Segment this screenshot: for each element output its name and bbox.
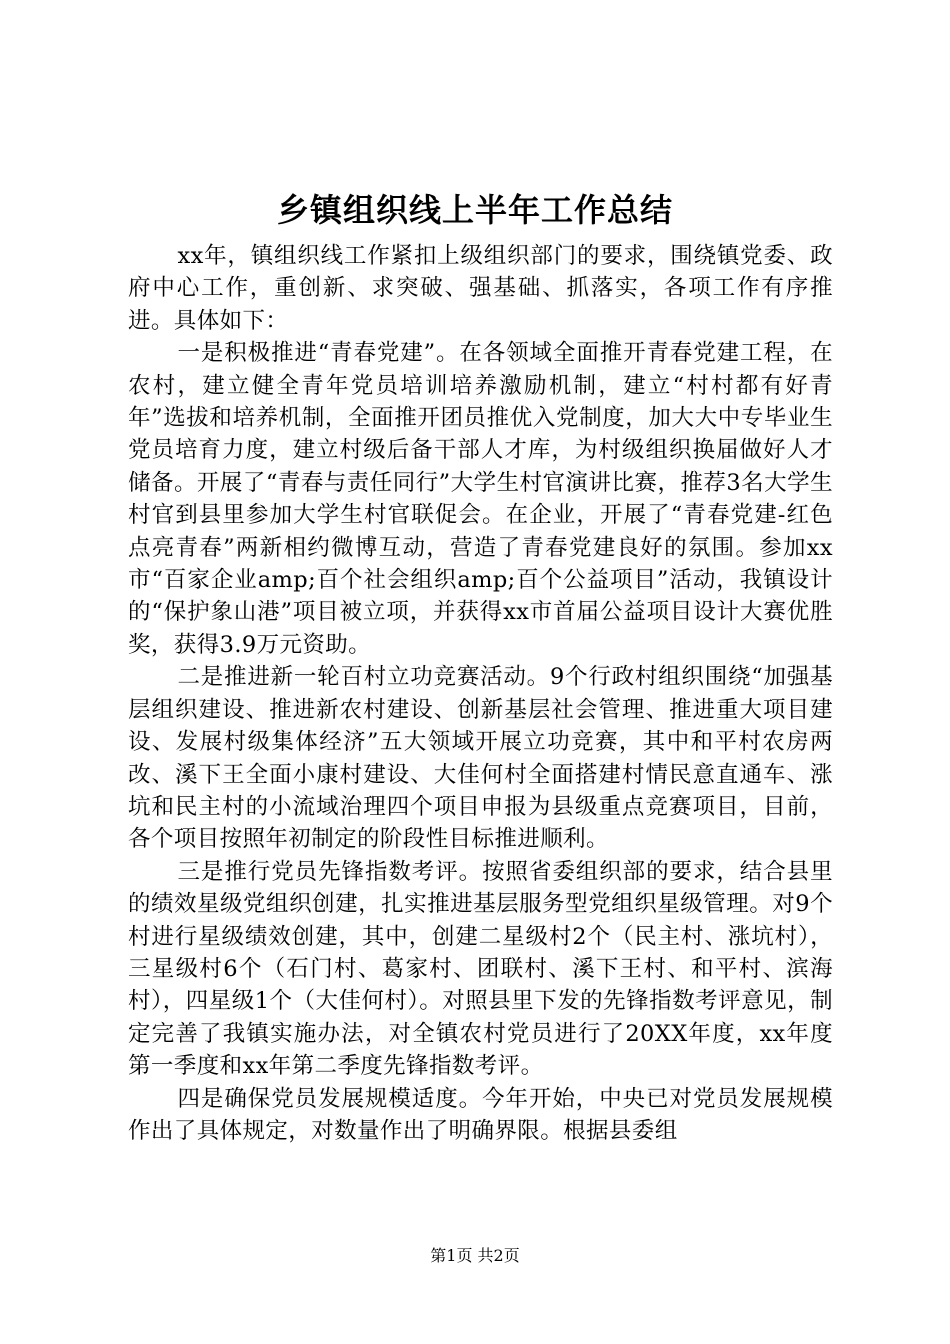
page-title: 乡镇组织线上半年工作总结 <box>276 191 673 229</box>
paragraph-member-development: 四是确保党员发展规模适度。今年开始，中央已对党员发展规模作出了具体规定，对数量作出了明确界限。根据县委组 <box>128 1085 833 1144</box>
page-footer: 第1页 共2页 <box>430 1246 520 1265</box>
paragraph-intro: xx年，镇组织线工作紧扣上级组织部门的要求，围绕镇党委、政府中心工作，重创新、求突破、强基础、抓落实，各项工作有序推进。具体如下： <box>128 243 833 334</box>
paragraph-village-competition: 二是推进新一轮百村立功竞赛活动。9个行政村组织围绕“加强基层组织建设、推进新农村建设、创新基层社会管理、推进重大项目建设、发展村级集体经济”五大领域开展立功竞赛，其中和平村农房两改、溪下王全面小康村建设、大佳何村全面搭建村情民意直通车、涨坑和民主村的小流域治理四个项目申报为县级重点竞赛项目，目前，各个项目按照年初制定的阶段性目标推进顺利。 <box>128 664 833 853</box>
document-body <box>128 240 833 1147</box>
paragraph-youth-party-building: 一是积极推进“青春党建”。在各领域全面推开青春党建工程，在农村，建立健全青年党员培训培养激励机制，建立“村村都有好青年”选拔和培养机制，全面推开团员推优入党制度，加大大中专毕业生党员培育力度，建立村级后备干部人才库，为村级组织换届做好人才储备。开展了“青春与责任同行”大学生村官演讲比赛，推荐3名大学生村官到县里参加大学生村官联促会。在企业，开展了“青春党建-红色点亮青春”两新相约微博互动，营造了青春党建良好的氛围。参加xx市“百家企业amp;百个社会组织amp;百个公益项目”活动，我镇设计的“保护象山港”项目被立项，并获得xx市首届公益项目设计大赛优胜奖，获得3.9万元资助。 <box>128 340 833 658</box>
paragraph-pioneer-index: 三是推行党员先锋指数考评。按照省委组织部的要求，结合县里的绩效星级党组织创建，扎实推进基层服务型党组织星级管理。对9个村进行星级绩效创建，其中，创建二星级村2个（民主村、涨坑村），三星级村6个（石门村、葛家村、团联村、溪下王村、和平村、滨海村），四星级1个（大佳何村）。对照县里下发的先锋指数考评意见，制定完善了我镇实施办法，对全镇农村党员进行了20XX年度，xx年度第一季度和xx年第二季度先锋指数考评。 <box>128 858 833 1080</box>
